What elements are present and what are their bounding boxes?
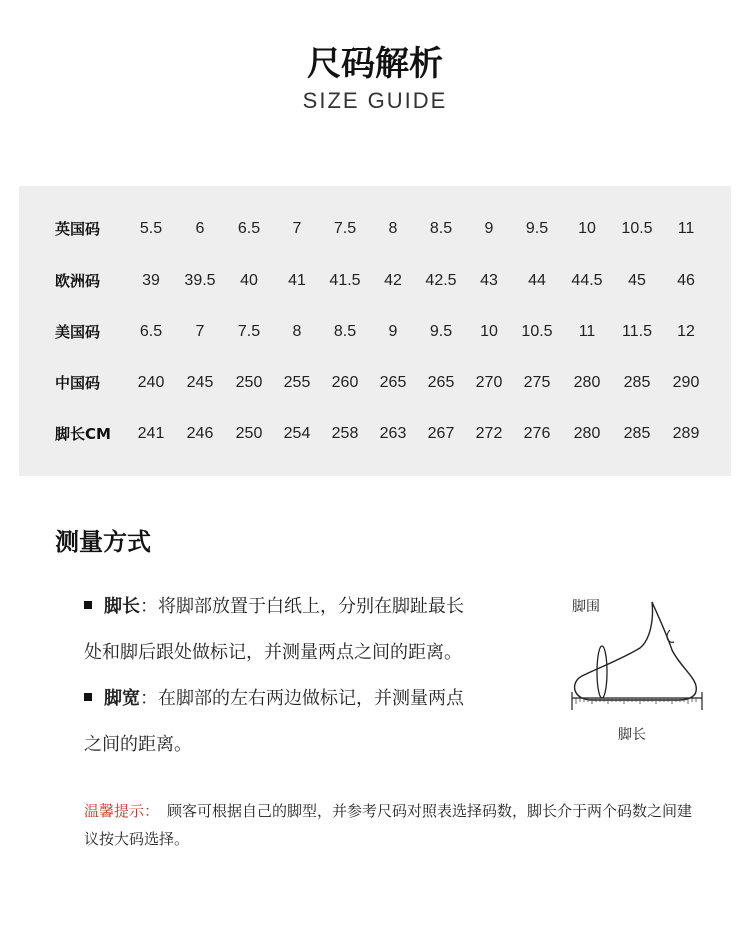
size-cell: 44 xyxy=(528,272,546,289)
tip-note xyxy=(84,797,704,853)
tip-label: 温馨提示： xyxy=(84,802,160,820)
foot-length-text-1: 将脚部放置于白纸上，分别在脚趾最长 xyxy=(158,596,464,617)
size-cell: 7 xyxy=(292,220,302,237)
foot-length-text-2: 处和脚后跟处做标记，并测量两点之间的距离。 xyxy=(84,642,462,663)
foot-width-text-1: 在脚部的左右两边做标记，并测量两点 xyxy=(158,688,464,709)
size-cell: 45 xyxy=(628,272,646,289)
size-cell: 42.5 xyxy=(425,272,457,289)
size-row-label: 欧洲码 xyxy=(55,272,101,290)
size-cell: 8.5 xyxy=(429,220,453,237)
size-cell: 260 xyxy=(331,374,359,391)
size-cell: 245 xyxy=(186,374,214,391)
size-row xyxy=(19,214,731,244)
size-cell: 246 xyxy=(186,425,214,442)
size-cell: 8 xyxy=(388,220,398,237)
foot-length-label: 脚长 xyxy=(104,596,140,617)
size-cell: 276 xyxy=(523,425,551,442)
size-cell: 39.5 xyxy=(184,272,216,289)
size-cell: 11 xyxy=(677,220,695,237)
size-cell: 263 xyxy=(379,425,407,442)
size-cell: 272 xyxy=(475,425,503,442)
size-cell: 275 xyxy=(523,374,551,391)
size-row xyxy=(19,419,731,449)
foot-width-line-1 xyxy=(84,686,464,712)
measure-section-title: 测量方式 xyxy=(55,528,151,556)
size-cell: 285 xyxy=(623,425,651,442)
size-cell: 265 xyxy=(379,374,407,391)
diagram-girth-label: 脚围 xyxy=(572,599,600,615)
size-cell: 255 xyxy=(283,374,311,391)
size-cell: 10.5 xyxy=(621,220,653,237)
foot-width-label: 脚宽 xyxy=(104,688,140,709)
size-cell: 241 xyxy=(137,425,165,442)
size-cell: 289 xyxy=(672,425,700,442)
size-cell: 290 xyxy=(672,374,700,391)
size-cell: 11 xyxy=(578,323,596,340)
size-row xyxy=(19,266,731,296)
size-cell: 40 xyxy=(240,272,258,289)
size-cell: 265 xyxy=(427,374,455,391)
size-cell: 254 xyxy=(283,425,311,442)
size-cell: 250 xyxy=(235,425,263,442)
size-cell: 9.5 xyxy=(429,323,453,340)
size-cell: 270 xyxy=(475,374,503,391)
size-cell: 7.5 xyxy=(237,323,261,340)
diagram-length-label: 脚长 xyxy=(618,727,646,743)
size-cell: 11.5 xyxy=(622,323,652,340)
size-cell: 240 xyxy=(137,374,165,391)
size-chart-panel xyxy=(19,186,731,476)
size-cell: 8 xyxy=(292,323,302,340)
bullet-icon xyxy=(84,693,92,701)
size-cell: 43 xyxy=(480,272,498,289)
foot-measure-diagram xyxy=(562,590,712,750)
tip-text: 顾客可根据自己的脚型，并参考尺码对照表选择码数，脚长介于两个码数之间建议按大码选择。 xyxy=(84,802,693,848)
size-row-label: 英国码 xyxy=(55,220,101,238)
size-cell: 267 xyxy=(427,425,455,442)
size-row-label: 脚长CM xyxy=(55,425,111,443)
foot-length-separator: ： xyxy=(140,596,158,617)
size-cell: 285 xyxy=(623,374,651,391)
size-row xyxy=(19,368,731,398)
size-cell: 7.5 xyxy=(333,220,357,237)
foot-width-text-2: 之间的距离。 xyxy=(84,734,192,755)
size-cell: 250 xyxy=(235,374,263,391)
size-cell: 44.5 xyxy=(571,272,603,289)
size-cell: 7 xyxy=(195,323,205,340)
size-cell: 10 xyxy=(480,323,498,340)
size-cell: 41.5 xyxy=(329,272,361,289)
page-title: 尺码解析 xyxy=(307,44,443,84)
size-cell: 8.5 xyxy=(333,323,357,340)
size-cell: 9 xyxy=(484,220,494,237)
bullet-icon xyxy=(84,601,92,609)
size-cell: 6.5 xyxy=(237,220,261,237)
size-cell: 12 xyxy=(677,323,695,340)
foot-length-line-1 xyxy=(84,594,464,620)
size-row-label: 美国码 xyxy=(55,323,101,341)
size-cell: 9 xyxy=(388,323,398,340)
foot-width-separator: ： xyxy=(140,688,158,709)
size-cell: 9.5 xyxy=(525,220,549,237)
size-cell: 10.5 xyxy=(521,323,553,340)
size-cell: 258 xyxy=(331,425,359,442)
size-cell: 42 xyxy=(384,272,402,289)
size-cell: 6 xyxy=(195,220,205,237)
size-cell: 46 xyxy=(677,272,695,289)
size-cell: 41 xyxy=(288,272,306,289)
size-cell: 5.5 xyxy=(139,220,163,237)
size-cell: 6.5 xyxy=(139,323,163,340)
size-cell: 39 xyxy=(142,272,160,289)
size-cell: 10 xyxy=(578,220,596,237)
size-cell: 280 xyxy=(573,374,601,391)
page-subtitle: SIZE GUIDE xyxy=(302,88,448,113)
size-row xyxy=(19,317,731,347)
size-cell: 280 xyxy=(573,425,601,442)
size-row-label: 中国码 xyxy=(55,374,101,392)
